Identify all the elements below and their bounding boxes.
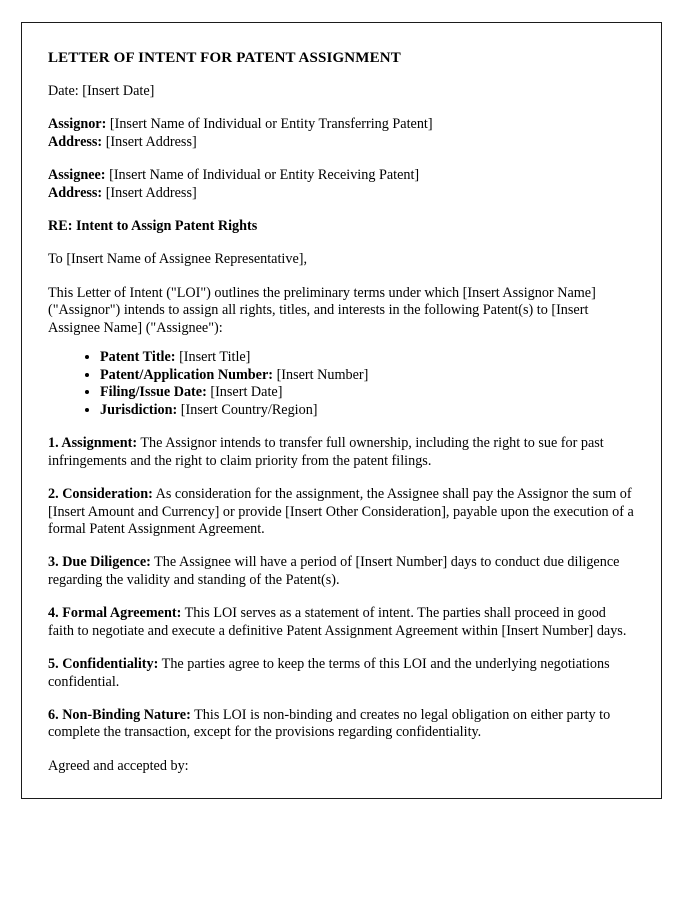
clause-consideration-heading: 2. Consideration: — [48, 486, 153, 503]
assignor-value: [Insert Name of Individual or Entity Transferring Patent] — [106, 116, 433, 133]
clause-non-binding-body: This LOI is non-binding and creates no legal obligation on either party to complete the transaction, except for the provisions regarding confidentiality. — [48, 706, 611, 741]
list-item — [100, 402, 635, 420]
filing-date-value: [Insert Date] — [206, 384, 283, 401]
clause-non-binding-heading: 6. Non-Binding Nature: — [48, 706, 191, 723]
clause-consideration — [48, 486, 635, 538]
assignor-block — [48, 116, 635, 151]
clause-formal-agreement-heading: 4. Formal Agreement: — [48, 605, 182, 622]
jurisdiction-label: Jurisdiction: — [100, 401, 178, 418]
patent-title-value: [Insert Title] — [175, 349, 251, 366]
assignee-address-value: [Insert Address] — [102, 184, 197, 201]
patent-title-label: Patent Title: — [100, 349, 176, 366]
clause-non-binding — [48, 707, 635, 742]
assignor-address-label: Address: — [48, 133, 103, 150]
clause-formal-agreement-body: This LOI serves as a statement of intent. The parties shall proceed in good faith to negotiate and execute a definitive Patent Assignment Agreement within [Insert Number] days. — [48, 605, 627, 639]
filing-date-label: Filing/Issue Date: — [100, 384, 207, 401]
assignee-label: Assignee: — [48, 167, 106, 184]
assignor-address-value: [Insert Address] — [102, 133, 197, 150]
clause-formal-agreement — [48, 605, 635, 640]
date-line — [48, 83, 635, 100]
clause-assignment — [48, 435, 635, 470]
clause-confidentiality — [48, 656, 635, 691]
clause-due-diligence-body: The Assignee will have a period of [Insert Number] days to conduct due diligence regarding the validity and standing of the Patent(s). — [48, 554, 620, 588]
clause-assignment-body: The Assignor intends to transfer full ownership, including the right to sue for past infringements and the right to claim priority from the patent filings. — [48, 435, 604, 469]
clause-assignment-heading: 1. Assignment: — [48, 435, 138, 452]
date-label: Date: — [48, 83, 79, 99]
assignee-block — [48, 167, 635, 202]
clause-due-diligence — [48, 554, 635, 589]
patent-number-label: Patent/Application Number: — [100, 366, 274, 383]
list-item — [100, 367, 635, 385]
signature-intro-line: Agreed and accepted by: — [48, 757, 189, 774]
re-line: RE: Intent to Assign Patent Rights — [48, 218, 258, 235]
jurisdiction-value: [Insert Country/Region] — [177, 401, 318, 418]
date-value: [Insert Date] — [78, 83, 155, 99]
clause-consideration-body: As consideration for the assignment, the Assignee shall pay the Assignor the sum of [Insert Amount and Currency] or provide [Insert Other Consideration], payable upon the execution of a formal Patent Assignment Agreement. — [48, 486, 634, 538]
intro-paragraph: This Letter of Intent ("LOI") outlines the preliminary terms under which [Insert Assignor Name] ("Assignor") intends to assign all rights, titles, and interests in the following Patent(s) to [Insert Assignee Name] ("Assignee"): — [48, 284, 596, 336]
clause-confidentiality-heading: 5. Confidentiality: — [48, 656, 159, 673]
list-item — [100, 384, 635, 402]
document-page — [21, 22, 662, 799]
salutation: To [Insert Name of Assignee Representative], — [48, 251, 308, 268]
assignee-value: [Insert Name of Individual or Entity Receiving Patent] — [105, 167, 420, 184]
clause-due-diligence-heading: 3. Due Diligence: — [48, 554, 151, 571]
patent-number-value: [Insert Number] — [273, 366, 369, 383]
page-title: LETTER OF INTENT FOR PATENT ASSIGNMENT — [48, 50, 401, 66]
assignor-label: Assignor: — [48, 116, 107, 133]
list-item — [100, 349, 635, 367]
document-body — [22, 23, 661, 775]
patent-details-list — [48, 349, 635, 419]
assignee-address-label: Address: — [48, 184, 103, 201]
clause-confidentiality-body: The parties agree to keep the terms of this LOI and the underlying negotiations confidential. — [48, 656, 610, 690]
